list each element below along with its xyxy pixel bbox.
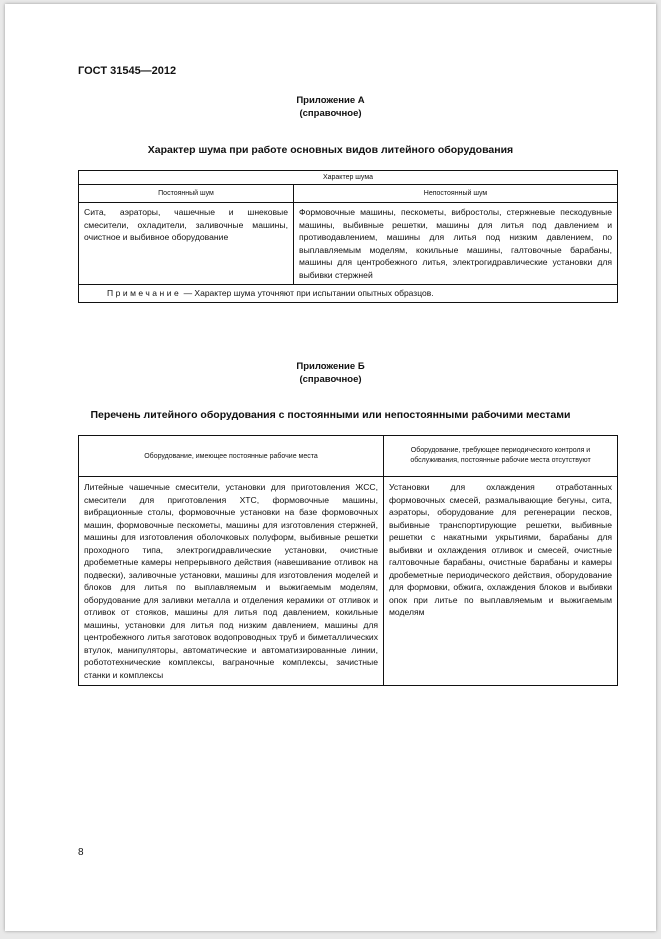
noise-table-note bbox=[79, 285, 618, 303]
equipment-table bbox=[78, 435, 618, 686]
equipment-table-nonpermanent-cell: Установки для охлаждения отработанных формовочных смесей, размалывающие бегуны, сита, аэраторы, оборудование для регенерации песков, выбивные транспортирующие решетки, выбивные решетки с накатными укрытиями, барабаны для выбивки и охлаждения отливок и смесей, очистные галтовочные барабаны, очистные барабаны и камеры дробеметные периодического действия, оборудование для формовки, обжига, охлаждения блоков и выбивки опок при литье по выплавляемым и выжигаемым моделям bbox=[384, 477, 618, 686]
appendix-b-subtitle: (справочное) bbox=[299, 374, 362, 385]
noise-table-variable-cell: Формовочные машины, пескометы, вибростолы, стержневые пескодувные машины, выбивные решетки, машины для литья под давлением и противодавлением, машины для литья под низким давлением, по выплавляемым моделям, кокильные машины, галтовочные барабаны, машины для центробежного литья, электрогидравлические установки для выбивки стержней bbox=[294, 203, 618, 285]
note-label: Примечание bbox=[107, 288, 182, 298]
appendix-a-heading: Характер шума при работе основных видов литейного оборудования bbox=[147, 144, 514, 156]
appendix-b-heading: Перечень литейного оборудования с постоянными или непостоянными рабочими местами bbox=[90, 409, 571, 421]
equipment-table-permanent-cell: Литейные чашечные смесители, установки для приготовления ЖСС, смесители для приготовления ХТС, формовочные машины, вибрационные столы, формовочные установки на базе формовочных машин, формовочные пескометы, машины для изготовления стержней, машины для изготовления оболочковых полуформ, выбивные решетки проходного типа, электрогидравлические установки, очистные дробеметные камеры непрерывного действия (навешивание отливок на подвески), заливочные установки, машины для изготовления моделей и блоков для литья по выплавляемым и выжигаемым моделям, оборудование для заливки металла и отделения керамики от отливок и отливок от стояков, машины для литья под давлением, кокильные машины, установки для литья под низким давлением, машины для центробежного литья заготовок водопроводных труб и биметаллических втулок, манипуляторы, автоматические и автоматизированные линии, робототехнические комплексы, вагранoчные комплексы, зачистные станки и комплексы bbox=[79, 477, 384, 686]
equipment-table-col2-header: Оборудование, требующее периодического контроля и обслуживания, постоянные рабочие места отсутствуют bbox=[384, 436, 618, 477]
appendix-b-title-block bbox=[5, 360, 656, 386]
noise-table-top-header: Характер шума bbox=[79, 171, 618, 185]
noise-table-constant-cell: Сита, аэраторы, чашечные и шнековые смесители, охладители, заливочные машины, очистное и выбивное оборудование bbox=[79, 203, 294, 285]
appendix-b-title: Приложение Б bbox=[296, 361, 365, 372]
appendix-a-subtitle: (справочное) bbox=[299, 108, 362, 119]
note-text: — Характер шума уточняют при испытании опытных образцов. bbox=[181, 288, 434, 298]
equipment-table-col1-header: Оборудование, имеющее постоянные рабочие места bbox=[79, 436, 384, 477]
appendix-a-title-block bbox=[5, 94, 656, 120]
noise-table-col2-header: Непостоянный шум bbox=[294, 185, 618, 203]
appendix-a-title: Приложение А bbox=[296, 95, 365, 106]
noise-table bbox=[78, 170, 618, 303]
page-number: 8 bbox=[78, 847, 84, 858]
noise-table-col1-header: Постоянный шум bbox=[79, 185, 294, 203]
document-page bbox=[5, 4, 656, 931]
document-id: ГОСТ 31545—2012 bbox=[78, 65, 177, 77]
